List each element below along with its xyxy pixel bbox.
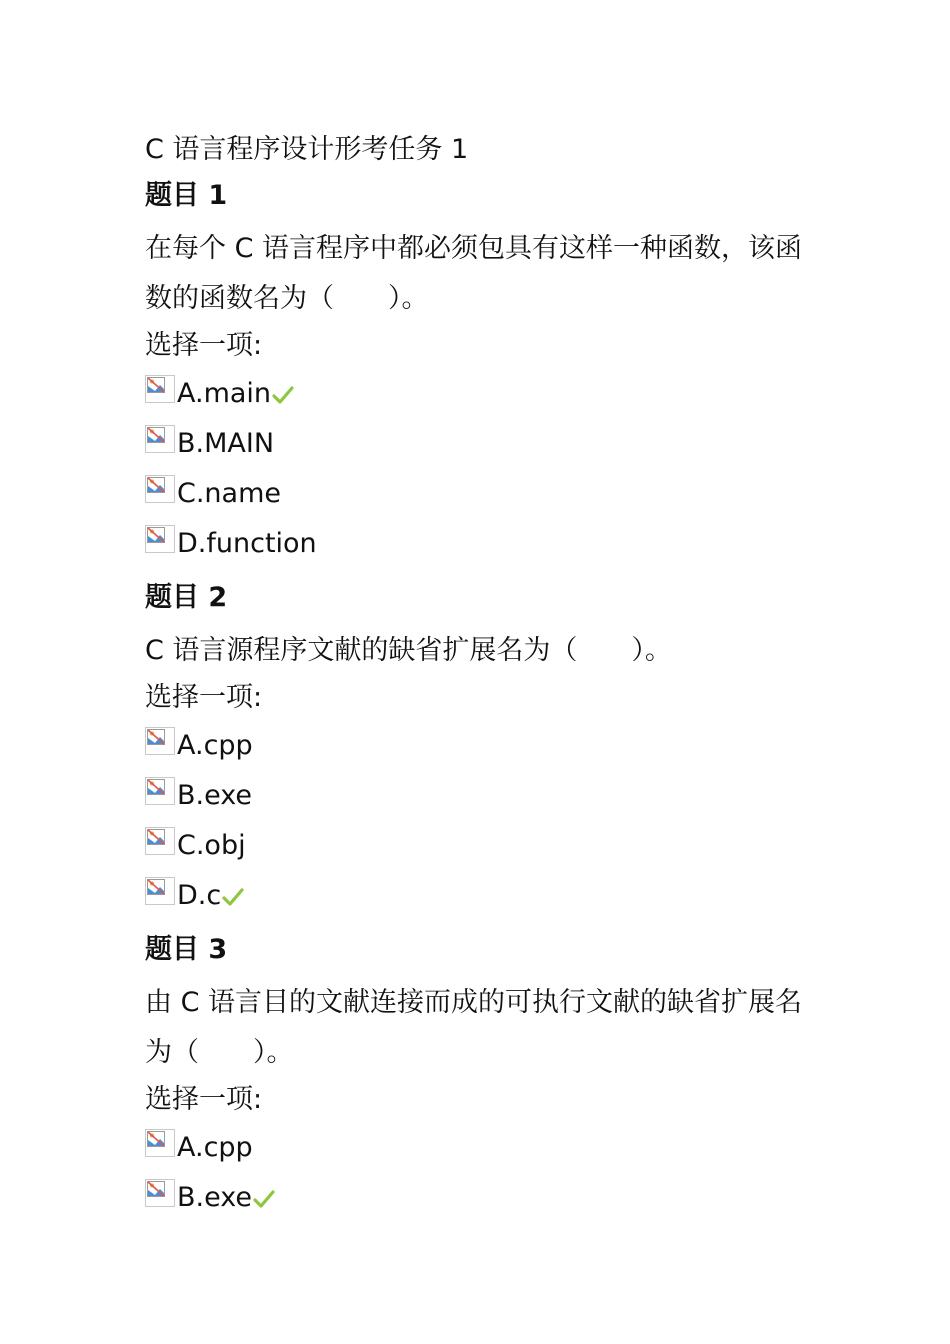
choose-one-prompt: 选择一项: <box>145 330 263 361</box>
broken-image-icon <box>145 525 175 553</box>
broken-image-icon <box>145 877 175 905</box>
option-list <box>145 368 815 568</box>
document-page <box>145 128 815 1222</box>
answer-option[interactable] <box>145 1122 815 1172</box>
broken-image-icon <box>145 727 175 755</box>
question-text: 在每个 C 语言程序中都必须包具有这样一种函数，该函数的函数名为（ ）。 <box>145 233 803 314</box>
option-label: D.function <box>177 527 317 559</box>
option-label: B.exe <box>177 1181 253 1213</box>
answer-option[interactable] <box>145 870 815 920</box>
document-title: C 语言程序设计形考任务 1 <box>145 134 469 165</box>
option-label: B.MAIN <box>177 427 275 459</box>
option-label: A.main <box>177 377 272 409</box>
option-list <box>145 720 815 920</box>
option-label: D.c <box>177 879 222 911</box>
question-heading: 题目 3 <box>145 934 228 965</box>
broken-image-icon <box>145 475 175 503</box>
option-label: B.exe <box>177 779 253 811</box>
answer-option[interactable] <box>145 468 815 518</box>
answer-option[interactable] <box>145 368 815 418</box>
question-text: 由 C 语言目的文献连接而成的可执行文献的缺省扩展名为（ ）。 <box>145 987 803 1068</box>
option-label: C.name <box>177 477 282 509</box>
answer-option[interactable] <box>145 418 815 468</box>
broken-image-icon <box>145 1179 175 1207</box>
broken-image-icon <box>145 1129 175 1157</box>
question-heading: 题目 2 <box>145 582 228 613</box>
check-icon <box>222 887 244 907</box>
broken-image-icon <box>145 425 175 453</box>
answer-option[interactable] <box>145 770 815 820</box>
answer-option[interactable] <box>145 720 815 770</box>
check-icon <box>253 1189 275 1209</box>
broken-image-icon <box>145 375 175 403</box>
question-1 <box>145 174 815 576</box>
option-list <box>145 1122 815 1222</box>
answer-option[interactable] <box>145 1172 815 1222</box>
choose-one-prompt: 选择一项: <box>145 1084 263 1115</box>
question-text: C 语言源程序文献的缺省扩展名为（ ）。 <box>145 635 672 666</box>
choose-one-prompt: 选择一项: <box>145 682 263 713</box>
option-label: A.cpp <box>177 729 253 761</box>
question-3 <box>145 928 815 1222</box>
answer-option[interactable] <box>145 518 815 568</box>
answer-option[interactable] <box>145 820 815 870</box>
check-icon <box>272 385 294 405</box>
question-2 <box>145 576 815 928</box>
question-heading: 题目 1 <box>145 180 228 211</box>
broken-image-icon <box>145 827 175 855</box>
broken-image-icon <box>145 777 175 805</box>
option-label: A.cpp <box>177 1131 253 1163</box>
option-label: C.obj <box>177 829 246 861</box>
